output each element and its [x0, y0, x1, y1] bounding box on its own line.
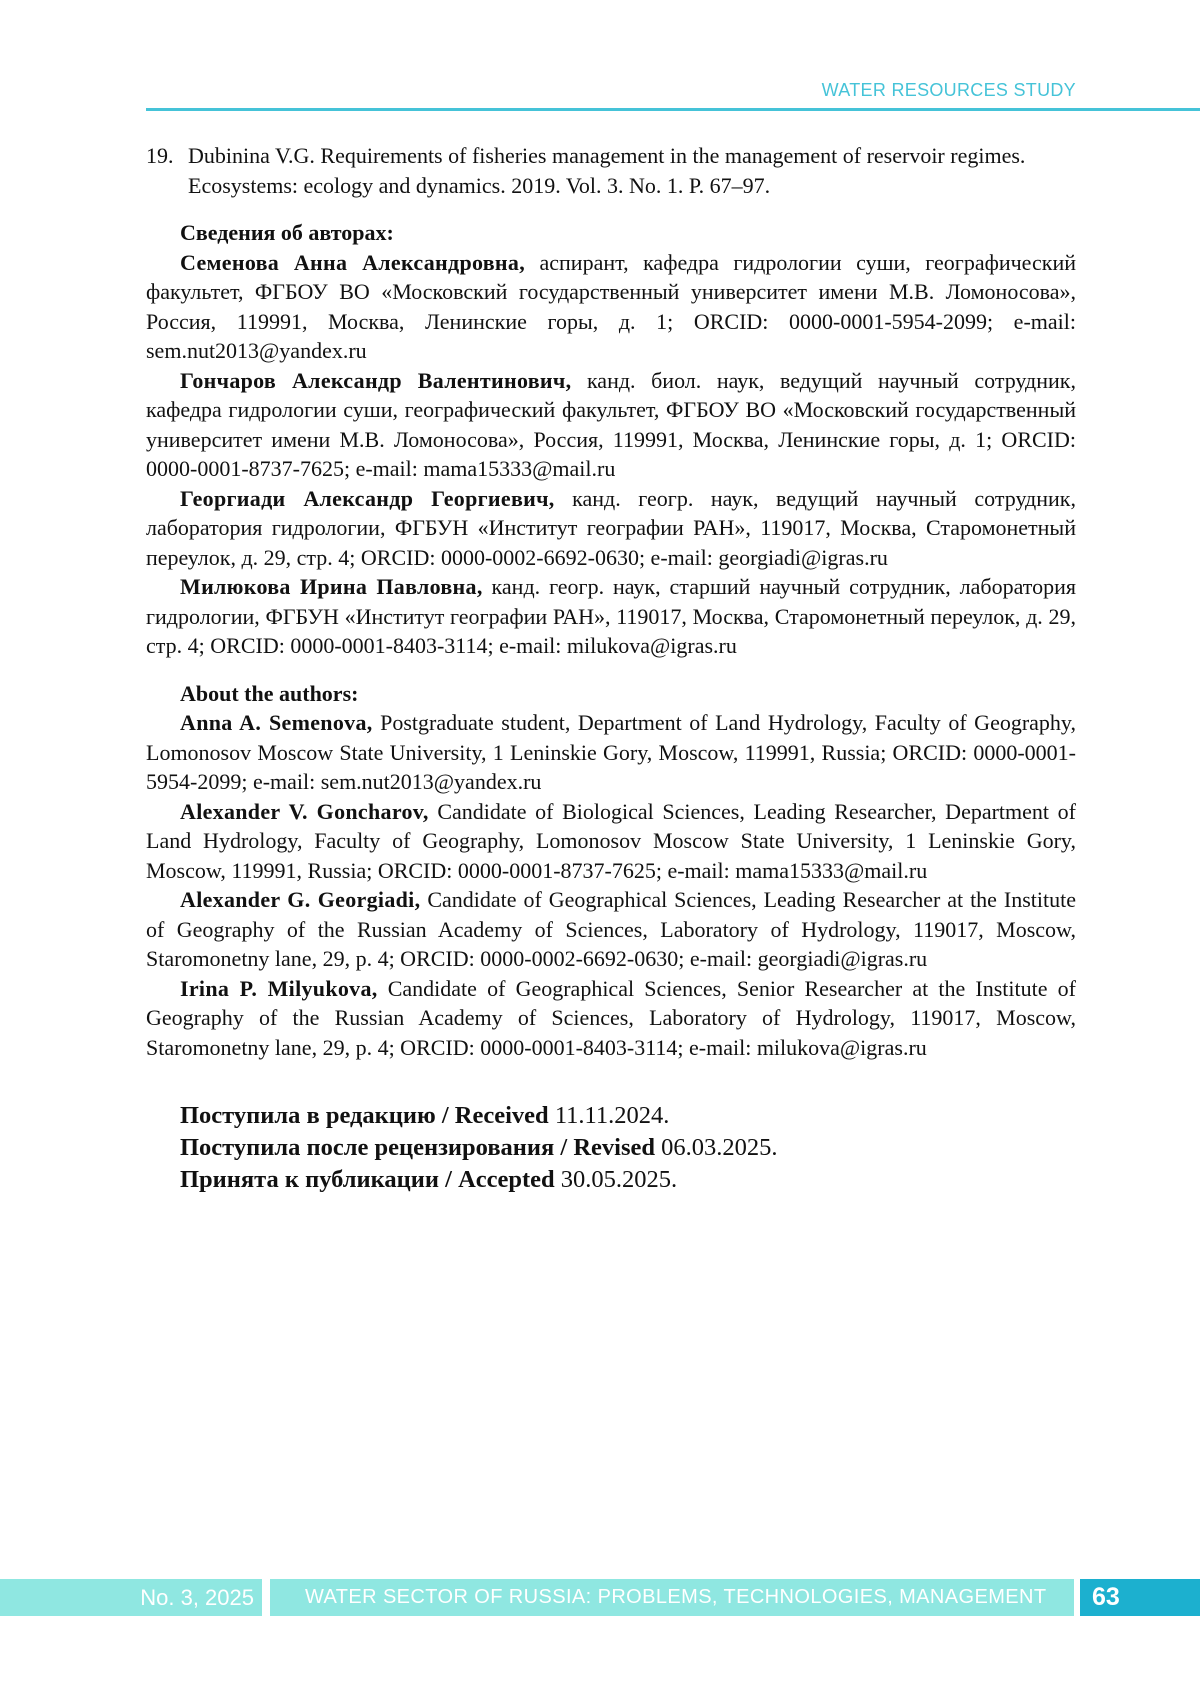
authors-ru-title: Сведения об авторах: [180, 220, 394, 245]
author-en-3 [146, 885, 1076, 974]
author-details: канд. геогр. наук, старший научный сотрудник, лаборатория гидрологии, ФГБУН «Институт географии РАН», 119017, Москва, Старомонетный переулок, д. 29, стр. 4; ORCID: 0000-0001-8403-3114; e-mail: milukova@igras.ru [146, 574, 1076, 658]
publication-dates [146, 1100, 1076, 1196]
page-body [146, 141, 1076, 1196]
author-name: Alexander V. Goncharov, [180, 798, 429, 824]
date-received [146, 1100, 1076, 1132]
date-label: Поступила в редакцию / Received [180, 1102, 549, 1129]
author-details: Candidate of Geographical Sciences, Senior Researcher at the Institute of Geography of the Russian Academy of Sciences, Laboratory of Hydrology, 119017, Moscow, Staromonetny lane, 29, p. 4; ORCID: 0000-0001-8403-3114; e-mail: milukova@igras.ru [146, 975, 1076, 1060]
author-details: Candidate of Biological Sciences, Leading Researcher, Department of Land Hydrology, Faculty of Geography, Lomonosov Moscow State University, 1 Leninskie Gory, Moscow, 119991, Russia; ORCID: 0000-0001-8737-7625; e-mail: mama15333@mail.ru [146, 798, 1076, 883]
author-details: Candidate of Geographical Sciences, Leading Researcher at the Institute of Geography of the Russian Academy of Sciences, Laboratory of Hydrology, 119017, Moscow, Staromonetny lane, 29, p. 4; ORCID: 0000-0002-6692-0630; e-mail: georgiadi@igras.ru [146, 887, 1076, 971]
author-ru-3 [146, 484, 1076, 573]
authors-en-title: About the authors: [180, 680, 359, 706]
author-name: Семенова Анна Александровна, [180, 249, 526, 275]
author-ru-4 [146, 572, 1076, 661]
authors-en-list [146, 708, 1076, 1062]
page-footer [0, 1579, 1200, 1616]
date-label: Поступила после рецензирования / Revised [180, 1134, 655, 1161]
author-en-4 [146, 974, 1076, 1063]
author-ru-1 [146, 248, 1076, 366]
author-details: аспирант, кафедра гидрологии суши, географический факультет, ФГБОУ ВО «Московский государственный университет имени М.В. Ломоносова», Россия, 119991, Москва, Ленинские горы, д. 1; ORCID: 0000-0001-5954-2099; e-mail: sem.nut2013@yandex.ru [146, 249, 1076, 363]
reference-number: 19. [146, 143, 174, 168]
author-en-2 [146, 797, 1076, 886]
author-details: канд. геогр. наук, ведущий научный сотрудник, лаборатория гидрологии, ФГБУН «Институт географии РАН», 119017, Москва, Старомонетный переулок, д. 29, стр. 4; ORCID: 0000-0002-6692-0630; e-mail: georgiadi@igras.ru [146, 485, 1076, 570]
footer-issue: No. 3, 2025 [0, 1579, 262, 1616]
author-details: Postgraduate student, Department of Land Hydrology, Faculty of Geography, Lomonosov Moscow State University, 1 Leninskie Gory, Moscow, 119991, Russia; ORCID: 0000-0001-5954-2099; e-mail: sem.nut2013@yandex.ru [146, 710, 1076, 794]
authors-ru-list [146, 248, 1076, 661]
author-name: Гончаров Александр Валентинович, [180, 367, 572, 393]
reference-item [146, 141, 1076, 200]
author-ru-2 [146, 366, 1076, 484]
author-en-1 [146, 708, 1076, 797]
date-revised [146, 1132, 1076, 1164]
header-rule [146, 108, 1200, 111]
date-accepted [146, 1164, 1076, 1196]
section-label: WATER RESOURCES STUDY [821, 80, 1076, 100]
date-value: 11.11.2024. [548, 1102, 670, 1129]
author-name: Alexander G. Georgiadi, [180, 887, 421, 912]
author-details: канд. биол. наук, ведущий научный сотрудник, кафедра гидрологии суши, географический факультет, ФГБОУ ВО «Московский государственный университет имени М.В. Ломоносова», Россия, 119991, Москва, Ленинские горы, д. 1; ORCID: 0000-0001-8737-7625; e-mail: mama15333@mail.ru [146, 367, 1076, 481]
author-name: Милюкова Ирина Павловна, [180, 574, 483, 599]
date-label: Принята к публикации / Accepted [180, 1166, 555, 1193]
author-name: Георгиади Александр Георгиевич, [180, 485, 555, 511]
date-value: 06.03.2025. [655, 1134, 778, 1161]
author-name: Irina P. Milyukova, [180, 975, 378, 1001]
page-number: 63 [1080, 1579, 1200, 1616]
reference-text: Dubinina V.G. Requirements of fisheries management in the management of reservoir regimes. Ecosystems: ecology and dynamics. 2019. Vol. 3. No. 1. P. 67–97. [188, 143, 1026, 198]
date-value: 30.05.2025. [554, 1166, 678, 1193]
author-name: Anna A. Semenova, [180, 710, 373, 735]
footer-journal-title: WATER SECTOR OF RUSSIA: PROBLEMS, TECHNOLOGIES, MANAGEMENT [270, 1579, 1074, 1616]
